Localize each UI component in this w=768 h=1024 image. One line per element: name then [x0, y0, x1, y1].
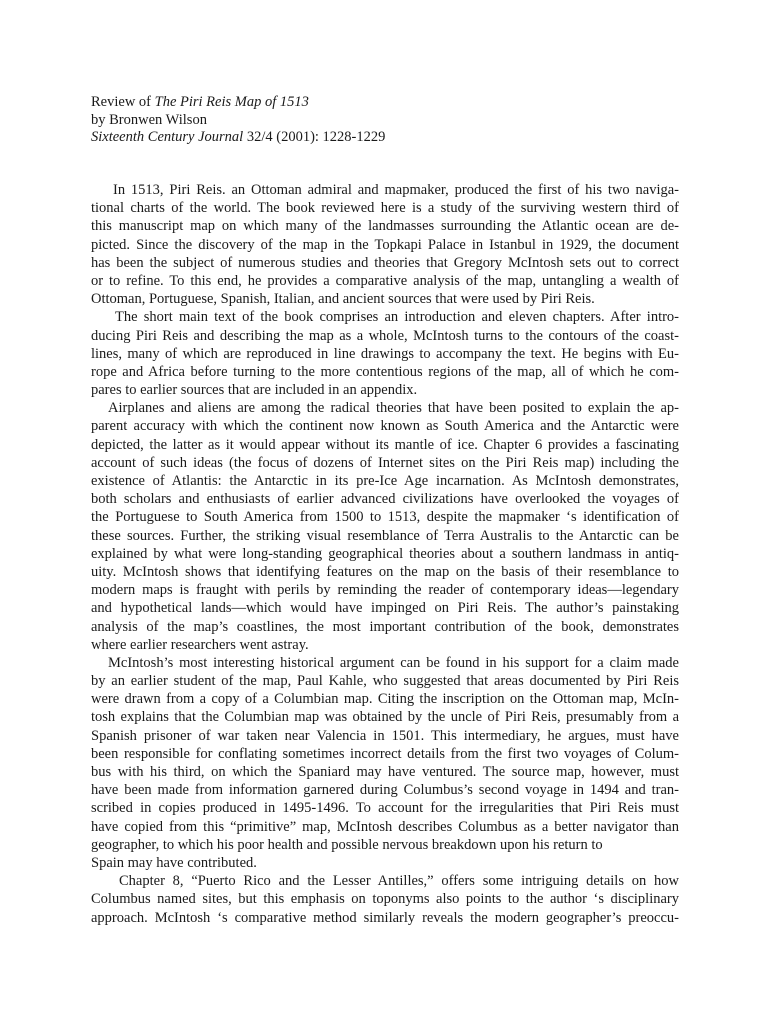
text-line: were drawn from a copy of a Columbian map. Citing the inscription on the Ottoman map, McIn-: [91, 691, 679, 708]
text-line: the Portuguese to South America from 1500 to 1513, despite the mapmaker ‘s identification of: [91, 509, 679, 526]
review-body: [91, 181, 679, 927]
text-line: McIntosh’s most interesting historical argument can be found in his support for a claim made: [108, 654, 679, 671]
author-line: by Bronwen Wilson: [91, 111, 207, 128]
text-line: analysis of the map’s coastlines, the most important contribution of the book, demonstrates: [91, 618, 679, 635]
text-line: or to refine. To this end, he provides a comparative analysis of the map, untangling a wealth of: [91, 272, 679, 289]
citation-line: [91, 129, 385, 147]
text-line: Ottoman, Portuguese, Spanish, Italian, and ancient sources that were used by Piri Reis.: [91, 291, 595, 308]
citation-details: 32/4 (2001): 1228-1229: [243, 129, 386, 145]
review-header: [91, 94, 385, 147]
paragraph-4: [91, 654, 679, 872]
text-line: rope and Africa before turning to the more contentious regions of the map, all of which he com-: [91, 363, 679, 380]
text-line: In 1513, Piri Reis. an Ottoman admiral and mapmaker, produced the first of his two naviga-: [113, 182, 679, 198]
text-line: have copied from this “primitive” map, McIntosh describes Columbus as a better navigator than: [91, 818, 679, 835]
text-line: bus with his third, on which the Spaniard may have ventured. The source map, however, must: [91, 764, 679, 780]
text-line: tosh explains that the Columbian map was obtained by the uncle of Piri Reis, presumably from a: [91, 709, 679, 726]
text-line: tional charts of the world. The book reviewed here is a study of the surviving western third of: [91, 200, 679, 217]
text-line: account of such ideas (the focus of dozens of Internet sites on the Piri Reis map) including the: [91, 454, 679, 471]
review-title-line: [91, 94, 385, 112]
paragraph-3: [91, 399, 679, 654]
book-title: The Piri Reis Map of 1513: [154, 94, 309, 110]
text-line: existence of Atlantis: the Antarctic in its pre-Ice Age incarnation. As McIntosh demonstrates,: [91, 473, 679, 489]
text-line: Chapter 8, “Puerto Rico and the Lesser Antilles,” offers some intriguing details on how: [119, 873, 679, 890]
text-line: where earlier researchers went astray.: [91, 636, 309, 653]
text-line: depicted, the latter as it would appear without its mantle of ice. Chapter 6 provides a fascinating: [91, 436, 679, 453]
text-line: pares to earlier sources that are included in an appendix.: [91, 382, 418, 399]
text-line: Airplanes and aliens are among the radical theories that have been posited to explain the ap-: [108, 400, 679, 417]
text-line: modern maps is fraught with perils by reminding the reader of contemporary ideas—legendary: [91, 582, 679, 599]
text-line: geographer, to which his poor health and possible nervous breakdown upon his return to: [91, 836, 603, 853]
review-prefix: Review of: [91, 94, 155, 110]
text-line: has been the subject of numerous studies and theories that Gregory McIntosh sets out to correct: [91, 254, 679, 271]
journal-name: Sixteenth Century Journal: [91, 129, 244, 145]
text-line: these sources. Further, the striking visual resemblance of Terra Australis to the Antarctic can be: [91, 527, 679, 544]
text-line: Columbus named sites, but this emphasis on toponyms also points to the author ‘s disciplinary: [91, 891, 679, 908]
text-line: Spanish prisoner of war taken near Valencia in 1501. This intermediary, he argues, must have: [91, 727, 679, 744]
text-line: scribed in copies produced in 1495-1496. To account for the irregularities that Piri Reis must: [91, 800, 679, 817]
text-line: have been made from information garnered during Columbus’s second voyage in 1494 and tran-: [91, 782, 679, 799]
text-line: been responsible for conflating sometimes incorrect details from the first two voyages of Colum-: [91, 745, 679, 762]
paragraph-1: [91, 181, 679, 308]
text-line: by an earlier student of the map, Paul Kahle, who suggested that areas documented by Piri Reis: [91, 673, 679, 690]
text-line: The short main text of the book comprises an introduction and eleven chapters. After intro-: [115, 309, 679, 326]
text-line: and hypothetical lands—which would have impinged on Piri Reis. The author’s painstaking: [91, 600, 679, 617]
text-line: approach. McIntosh ‘s comparative method similarly reveals the modern geographer’s preoccu-: [91, 909, 679, 926]
text-line: Spain may have contributed.: [91, 854, 257, 871]
text-line: parent accuracy with which the continent now known as South America and the Antarctic were: [91, 418, 679, 435]
text-line: uity. McIntosh shows that identifying features on the map on the basis of their resemblance to: [91, 563, 679, 580]
text-line: this manuscript map on which many of the landmasses surrounding the Atlantic ocean are de-: [91, 218, 679, 235]
paragraph-5: [91, 872, 679, 927]
text-line: picted. Since the discovery of the map in the Topkapi Palace in Istanbul in 1929, the document: [91, 236, 679, 253]
text-line: explained by what were long-standing geographical theories about a southern landmass in antiq-: [91, 545, 679, 562]
text-line: lines, many of which are reproduced in line drawings to accompany the text. He begins with Eu-: [91, 345, 679, 362]
text-line: ducing Piri Reis and describing the map as a whole, McIntosh turns to the contours of the coast-: [91, 327, 679, 344]
text-line: both scholars and enthusiasts of earlier advanced civilizations have overlooked the voyages of: [91, 491, 679, 508]
paragraph-2: [91, 308, 679, 399]
